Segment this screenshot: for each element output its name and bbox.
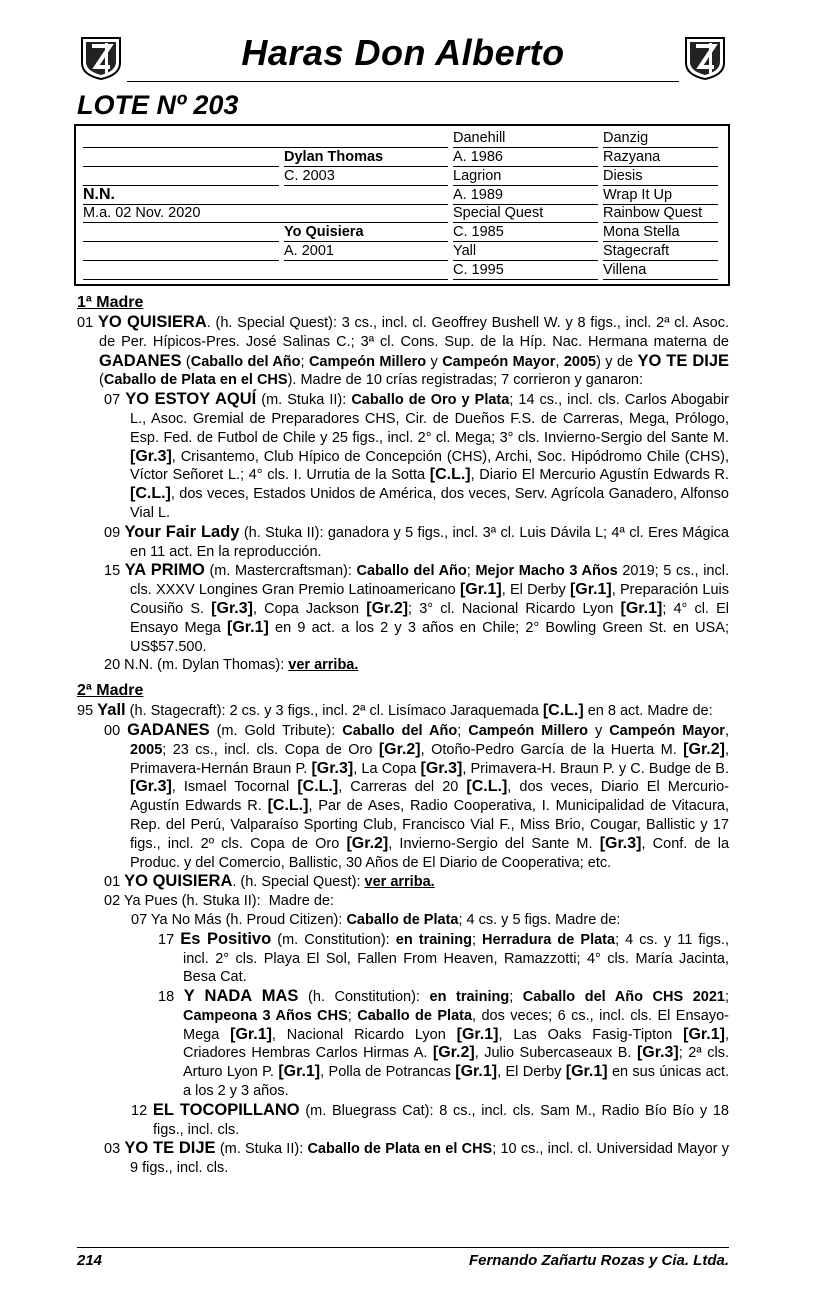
pedigree-blank [83, 129, 448, 148]
brand-logo-icon [681, 33, 729, 81]
company-name: Fernando Zañartu Rozas y Cia. Ltda. [468, 1252, 729, 1269]
page-title: Haras Don Alberto [241, 32, 565, 73]
entry-ya-primo: 15 YA PRIMO (m. Mastercraftsman): Caballo del Año; Mejor Macho 3 Años 2019; 5 cs., incl. cls. XXXV Longines Gran Premio Latinoamericano [Gr.1], El Derby [Gr.1], Preparación Luis Cousiño S. [Gr.3], Copa Jackson [Gr.2]; 3° cl. Nacional Ricardo Lyon [Gr.1]; 4° cl. El Ensayo Mega [Gr.1] en 9 act. a los 2 y 3 años en Chile; 2° Bowling Green St. en USA; US$57.500. [104, 561, 730, 655]
entry-yo-quisiera-ref: 01 YO QUISIERA. (h. Special Quest): ver arriba. [104, 872, 435, 891]
entry-nn: 20 N.N. (m. Dylan Thomas): ver arriba. [104, 657, 359, 674]
page-header [77, 30, 729, 84]
pedigree-sire-info: C. 2003 [284, 167, 448, 186]
pedigree-blank [83, 261, 448, 280]
pedigree-ggp: Stagecraft [603, 242, 718, 261]
pedigree-blank [83, 242, 279, 261]
pedigree-subject: N.N. [83, 186, 448, 205]
pedigree-granddam-info: C. 1995 [453, 261, 598, 280]
pedigree-granddam-info: A. 1989 [453, 186, 598, 205]
pedigree-grandsire-info: A. 1986 [453, 148, 598, 167]
pedigree-ggp: Danzig [603, 129, 718, 148]
entry-gadanes: 00 GADANES (m. Gold Tribute): Caballo del Año; Campeón Millero y Campeón Mayor, 2005; 23 cs., incl. cls. Copa de Oro [Gr.2], Otoño-Pedro García de la Huerta M. [Gr.2], Primavera-Hernán Braun P. [Gr.3], La Copa [Gr.3], Primavera-H. Braun P. y C. Budge de B. [Gr.3], Ismael Tocornal [C.L.], Carreras del 20 [C.L.], dos veces, Diario El Mercurio-Agustín Edwards R. [C.L.], Par de Ases, Radio Cooperativa, I. Municipalidad de Vitacura, Rep. del Perú, Valparaíso Sporting Club, Francisco Vial F., Miss Brio, Cougar, Ballistic y 17 figs., incl. 2º cls. Copa de Oro [Gr.2], Invierno-Sergio del Sante M. [Gr.3], Conf. de la Produc. y del Comercio, Ballistic, 30 Años de El Diario de Cooperativa; etc. [104, 720, 730, 871]
header-rule [127, 81, 679, 82]
pedigree-ggp: Rainbow Quest [603, 204, 718, 223]
entry-el-tocopillano: 12 EL TOCOPILLANO (m. Bluegrass Cat): 8 cs., incl. cls. Sam M., Radio Bío Bío y 18 figs., incl. cls. [131, 1100, 729, 1138]
section-heading-second-dam: 2ª Madre [77, 682, 144, 700]
lot-title: LOTE Nº 203 [77, 90, 239, 120]
pedigree-blank [83, 148, 279, 167]
entry-ya-pues: 02 Ya Pues (h. Stuka II): Madre de: [104, 893, 334, 910]
see-above-link[interactable]: ver arriba. [364, 874, 435, 891]
catalogue-body [77, 293, 729, 1178]
pedigree-dam-info: A. 2001 [284, 242, 448, 261]
page-footer [77, 1247, 729, 1269]
entry-yall: 95 Yall (h. Stagecraft): 2 cs. y 3 figs., incl. 2ª cl. Lisímaco Jaraquemada [C.L.] en 8 act. Madre de: [77, 701, 713, 720]
entry-y-nada-mas: 18 Y NADA MAS (h. Constitution): en training; Caballo del Año CHS 2021; Campeona 3 Años CHS; Caballo de Plata, dos veces; 6 cs., incl. cls. El Ensayo-Mega [Gr.1], Nacional Ricardo Lyon [Gr.1], Las Oaks Fasig-Tipton [Gr.1], Criadores Hembras Carlos Hirmas A. [Gr.2], Julio Subercaseaux B. [Gr.3]; 2ª cls. Arturo Lyon P. [Gr.1], Polla de Potrancas [Gr.1], El Derby [Gr.1] en sus únicas act. a los 2 y 3 años. [158, 987, 730, 1100]
entry-yo-te-dije: 03 YO TE DIJE (m. Stuka II): Caballo de Plata en el CHS; 10 cs., incl. cl. Universidad Mayor y 9 figs., incl. cls. [104, 1139, 729, 1177]
pedigree-ggp: Razyana [603, 148, 718, 167]
pedigree-ggp: Villena [603, 261, 718, 280]
entry-yo-quisiera: 01 YO QUISIERA. (h. Special Quest): 3 cs., incl. cl. Geoffrey Bushell W. y 8 figs., incl. 2ª cl. Asoc. de Per. Hípicos-Pres. José Salinas C.; 3ª cl. Cons. Sup. de la Híp. Nac. Hermana materna de GADANES (Caballo del Año; Campeón Millero y Campeón Mayor, 2005) y de YO TE DIJE (Caballo de Plata en el CHS). Madre de 10 crías registradas; 7 corrieron y ganaron: [77, 313, 729, 389]
pedigree-ggp: Wrap It Up [603, 186, 718, 205]
pedigree-blank [83, 167, 279, 186]
entry-ya-no-mas: 07 Ya No Más (h. Proud Citizen): Caballo de Plata; 4 cs. y 5 figs. Madre de: [131, 911, 621, 928]
pedigree-subject-info: M.a. 02 Nov. 2020 [83, 204, 448, 223]
pedigree-ggp: Diesis [603, 167, 718, 186]
pedigree-ggp: Mona Stella [603, 223, 718, 242]
section-heading-first-dam: 1ª Madre [77, 294, 144, 311]
entry-yo-estoy-aqui: 07 YO ESTOY AQUÍ (m. Stuka II): Caballo de Oro y Plata; 14 cs., incl. cls. Carlos Abogabir L., Asoc. Gremial de Preparadores CHS, Cir. de Dueños F.S. de Carreras, Mega, Prólogo, Esp. Fed. de Futbol de Chile y 25 figs., incl. 2° cl. Mega; 3° cls. Invierno-Sergio del Sante M. [Gr.3], Crisantemo, Club Hípico de Concepción (CHS), Archi, Soc. Hipódromo Chile (CHS), Víctor Señoret L.; 4° cls. I. Urrutia de la Sotta [C.L.], Diario El Mercurio Agustín Edwards R. [C.L.], dos veces, Estados Unidos de América, dos veces, Serv. Agrícola Ganadero, Alfonso Vial L. [104, 390, 729, 521]
pedigree-blank [83, 223, 279, 242]
pedigree-table [74, 124, 730, 286]
pedigree-granddam: Lagrion [453, 167, 598, 186]
pedigree-dam: Yo Quisiera [284, 223, 448, 242]
pedigree-grandsire-info: C. 1985 [453, 223, 598, 242]
see-above-link[interactable]: ver arriba. [288, 657, 359, 674]
page-number: 214 [77, 1252, 103, 1269]
entry-es-positivo: 17 Es Positivo (m. Constitution): en training; Herradura de Plata; 4 cs. y 11 figs., incl. 2° cls. Playa El Sol, Fallen From Heaven, Ramazzotti; 4° cls. María Jacinta, Besa Cat. [158, 929, 729, 986]
entry-your-fair-lady: 09 Your Fair Lady (h. Stuka II): ganadora y 5 figs., incl. 3ª cl. Luis Dávila L; 4ª cl. Eres Mágica en 11 act. En la reproducción. [104, 522, 729, 560]
pedigree-grandsire: Special Quest [453, 204, 598, 223]
pedigree-grandsire: Danehill [453, 129, 598, 148]
pedigree-sire: Dylan Thomas [284, 148, 448, 167]
pedigree-granddam: Yall [453, 242, 598, 261]
